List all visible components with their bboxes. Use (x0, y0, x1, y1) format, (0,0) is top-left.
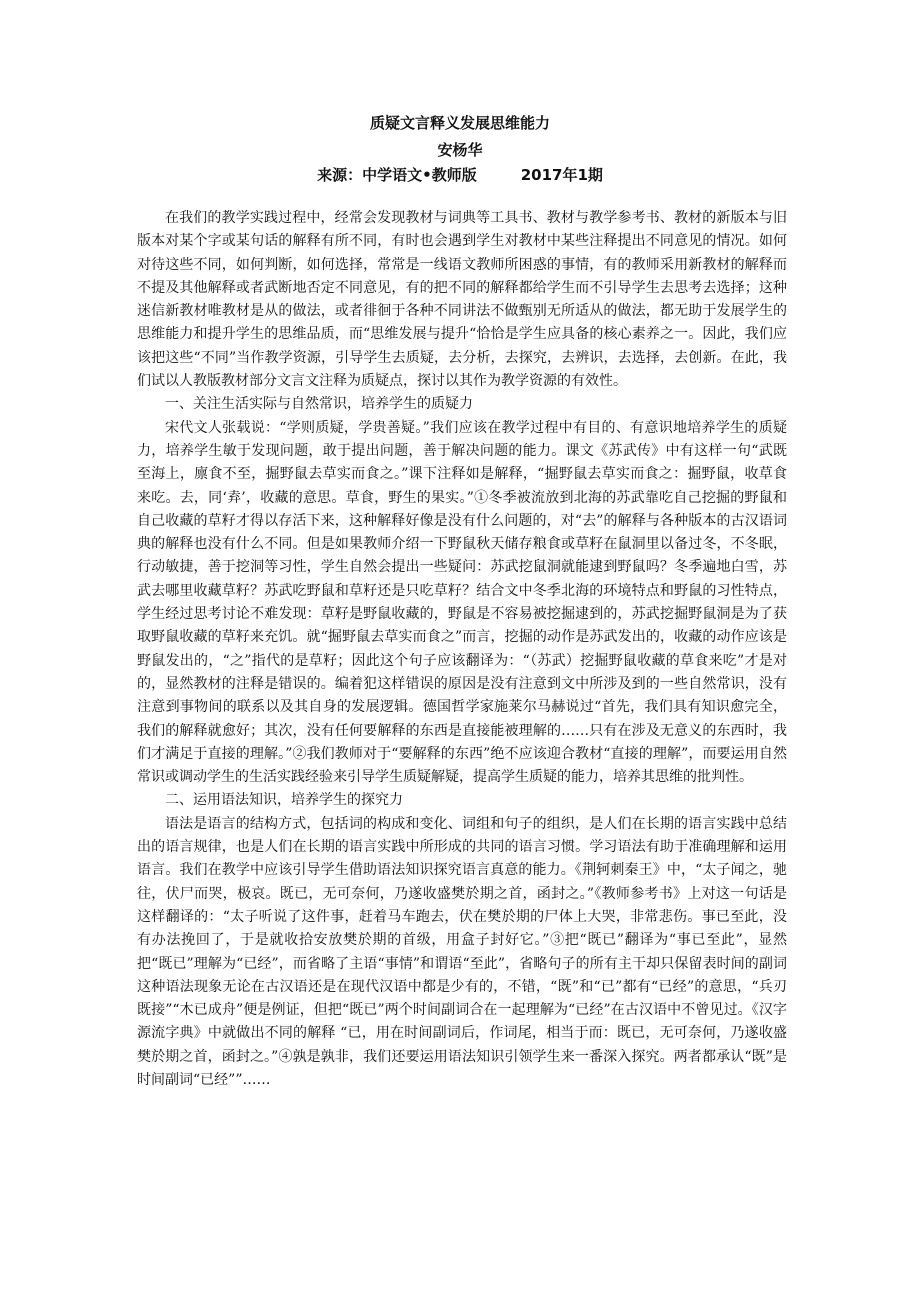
paragraph-section-1: 宋代文人张载说：“学则质疑，学贵善疑。”我们应该在教学过程中有目的、有意识地培养学生的质疑力，培养学生敏于发现问题，敢于提出问题，善于解决问题的能力。课文《苏武传》中有这样一句“武既至海上，廪食不至，掘野鼠去草实而食之。”课下注释如是解释，“掘野鼠去草实而食之：掘野鼠，收草食来吃。去，同‘弆’，收藏的意思。草食，野生的果实。”①冬季被流放到北海的苏武靠吃自己挖掘的野鼠和自己收藏的草籽才得以存活下来，这种解释好像是没有什么问题的，对“去”的解释与各种版本的古汉语词典的解释也没有什么不同。但是如果教师介绍一下野鼠秋天储存粮食或草籽在鼠洞里以备过冬，不冬眠，行动敏捷，善于挖洞等习性，学生自然会提出一些疑问：苏武挖鼠洞就能逮到野鼠吗？冬季遍地白雪，苏武去哪里收藏草籽？苏武吃野鼠和草籽还是只吃草籽？结合文中冬季北海的环境特点和野鼠的习性特点，学生经过思考讨论不难发现：草籽是野鼠收藏的，野鼠是不容易被挖掘逮到的，苏武挖掘野鼠洞是为了获取野鼠收藏的草籽来充饥。就“掘野鼠去草实而食之”而言，挖掘的动作是苏武发出的，收藏的动作应该是野鼠发出的，“之”指代的是草籽；因此这个句子应该翻译为：“（苏武）挖掘野鼠收藏的草食来吃”才是对的，显然教材的注释是错误的。编着犯这样错误的原因是没有注意到文中所涉及到的一些自然常识，没有注意到事物间的联系以及其自身的发展逻辑。德国哲学家施莱尔马赫说过“首先，我们具有知识愈完全，我们的解释就愈好；其次，没有任何要解释的东西是直接能被理解的……只有在涉及无意义的东西时，我们才满足于直接的理解。”②我们教师对于“要解释的东西”绝不应该迎合教材“直接的理解”，而要运用自然常识或调动学生的生活实践经验来引导学生质疑解疑，提高学生质疑的能力，培养其思维的批判性。 (137, 419, 787, 786)
section-heading-2: 二、运用语法知识，培养学生的探究力 (165, 792, 403, 809)
paragraph-intro: 在我们的教学实践过程中，经常会发现教材与词典等工具书、教材与教学参考书、教材的新版本与旧版本对某个字或某句话的解释有所不同，有时也会遇到学生对教材中某些注释提出不同意见的情况。如何对待这些不同，如何判断，如何选择，常常是一线语文教师所困惑的事情，有的教师采用新教材的解释而不提及其他解释或者武断地否定不同意见，有的把不同的解释都给学生而不引导学生去思考去选择；这种迷信新教材唯教材是从的做法，或者徘徊于各种不同讲法不做甄别无所适从的做法，都无助于发展学生的思维能力和提升学生的思维品质，而“思维发展与提升“恰恰是学生应具备的核心素养之一。因此，我们应该把这些“不同”当作教学资源，引导学生去质疑，去分析，去探究，去辨识，去选择，去创新。在此，我们试以人教版教材部分文言文注释为质疑点，探讨以其作为教学资源的有效性。 (137, 210, 787, 390)
article-source (0, 164, 920, 186)
article-author: 安杨华 (437, 141, 483, 159)
source-label: 来源：中学语文•教师版 (317, 166, 477, 184)
article-title: 质疑文言释义发展思维能力 (369, 114, 550, 132)
issue-label: 2017年1期 (520, 166, 603, 184)
paragraph-section-2: 语法是语言的结构方式，包括词的构成和变化、词组和句子的组织，是人们在长期的语言实践中总结出的语言规律，也是人们在长期的语言实践中所形成的共同的语言习惯。学习语法有助于准确理解和运用语言。我们在教学中应该引导学生借助语法知识探究语言真意的能力。《荆轲刺秦王》中，“太子闻之，驰往，伏尸而哭，极哀。既已，无可奈何，乃遂收盛樊於期之首，函封之。”《教师参考书》上对这一句话是这样翻译的：“太子听说了这件事，赶着马车跑去，伏在樊於期的尸体上大哭，非常悲伤。事已至此，没有办法挽回了，于是就收拾安放樊於期的首级，用盒子封好它。”③把“既已”翻译为“事已至此”，显然把“既已”理解为“已经”，而省略了主语“事情”和谓语“至此”，省略句子的所有主干却只保留表时间的副词这种语法现象无论在古汉语还是在现代汉语中都是少有的，不错，“既”和“已”都有“已经”的意思，“兵刃既接”“木已成舟”便是例证，但把“既已”两个时间副词合在一起理解为“已经”在古汉语中不曾见过。《汉字源流字典》中就做出不同的解释 “已，用在时间副词后，作词尾，相当于而：既已，无可奈何，乃遂收盛樊於期之首，函封之。”④孰是孰非，我们还要运用语法知识引领学生来一番深入探究。两者都承认“既”是时间副词“已经””…… (137, 815, 787, 1088)
section-heading-1: 一、关注生活实际与自然常识，培养学生的质疑力 (165, 396, 473, 413)
article-body (137, 207, 787, 1092)
